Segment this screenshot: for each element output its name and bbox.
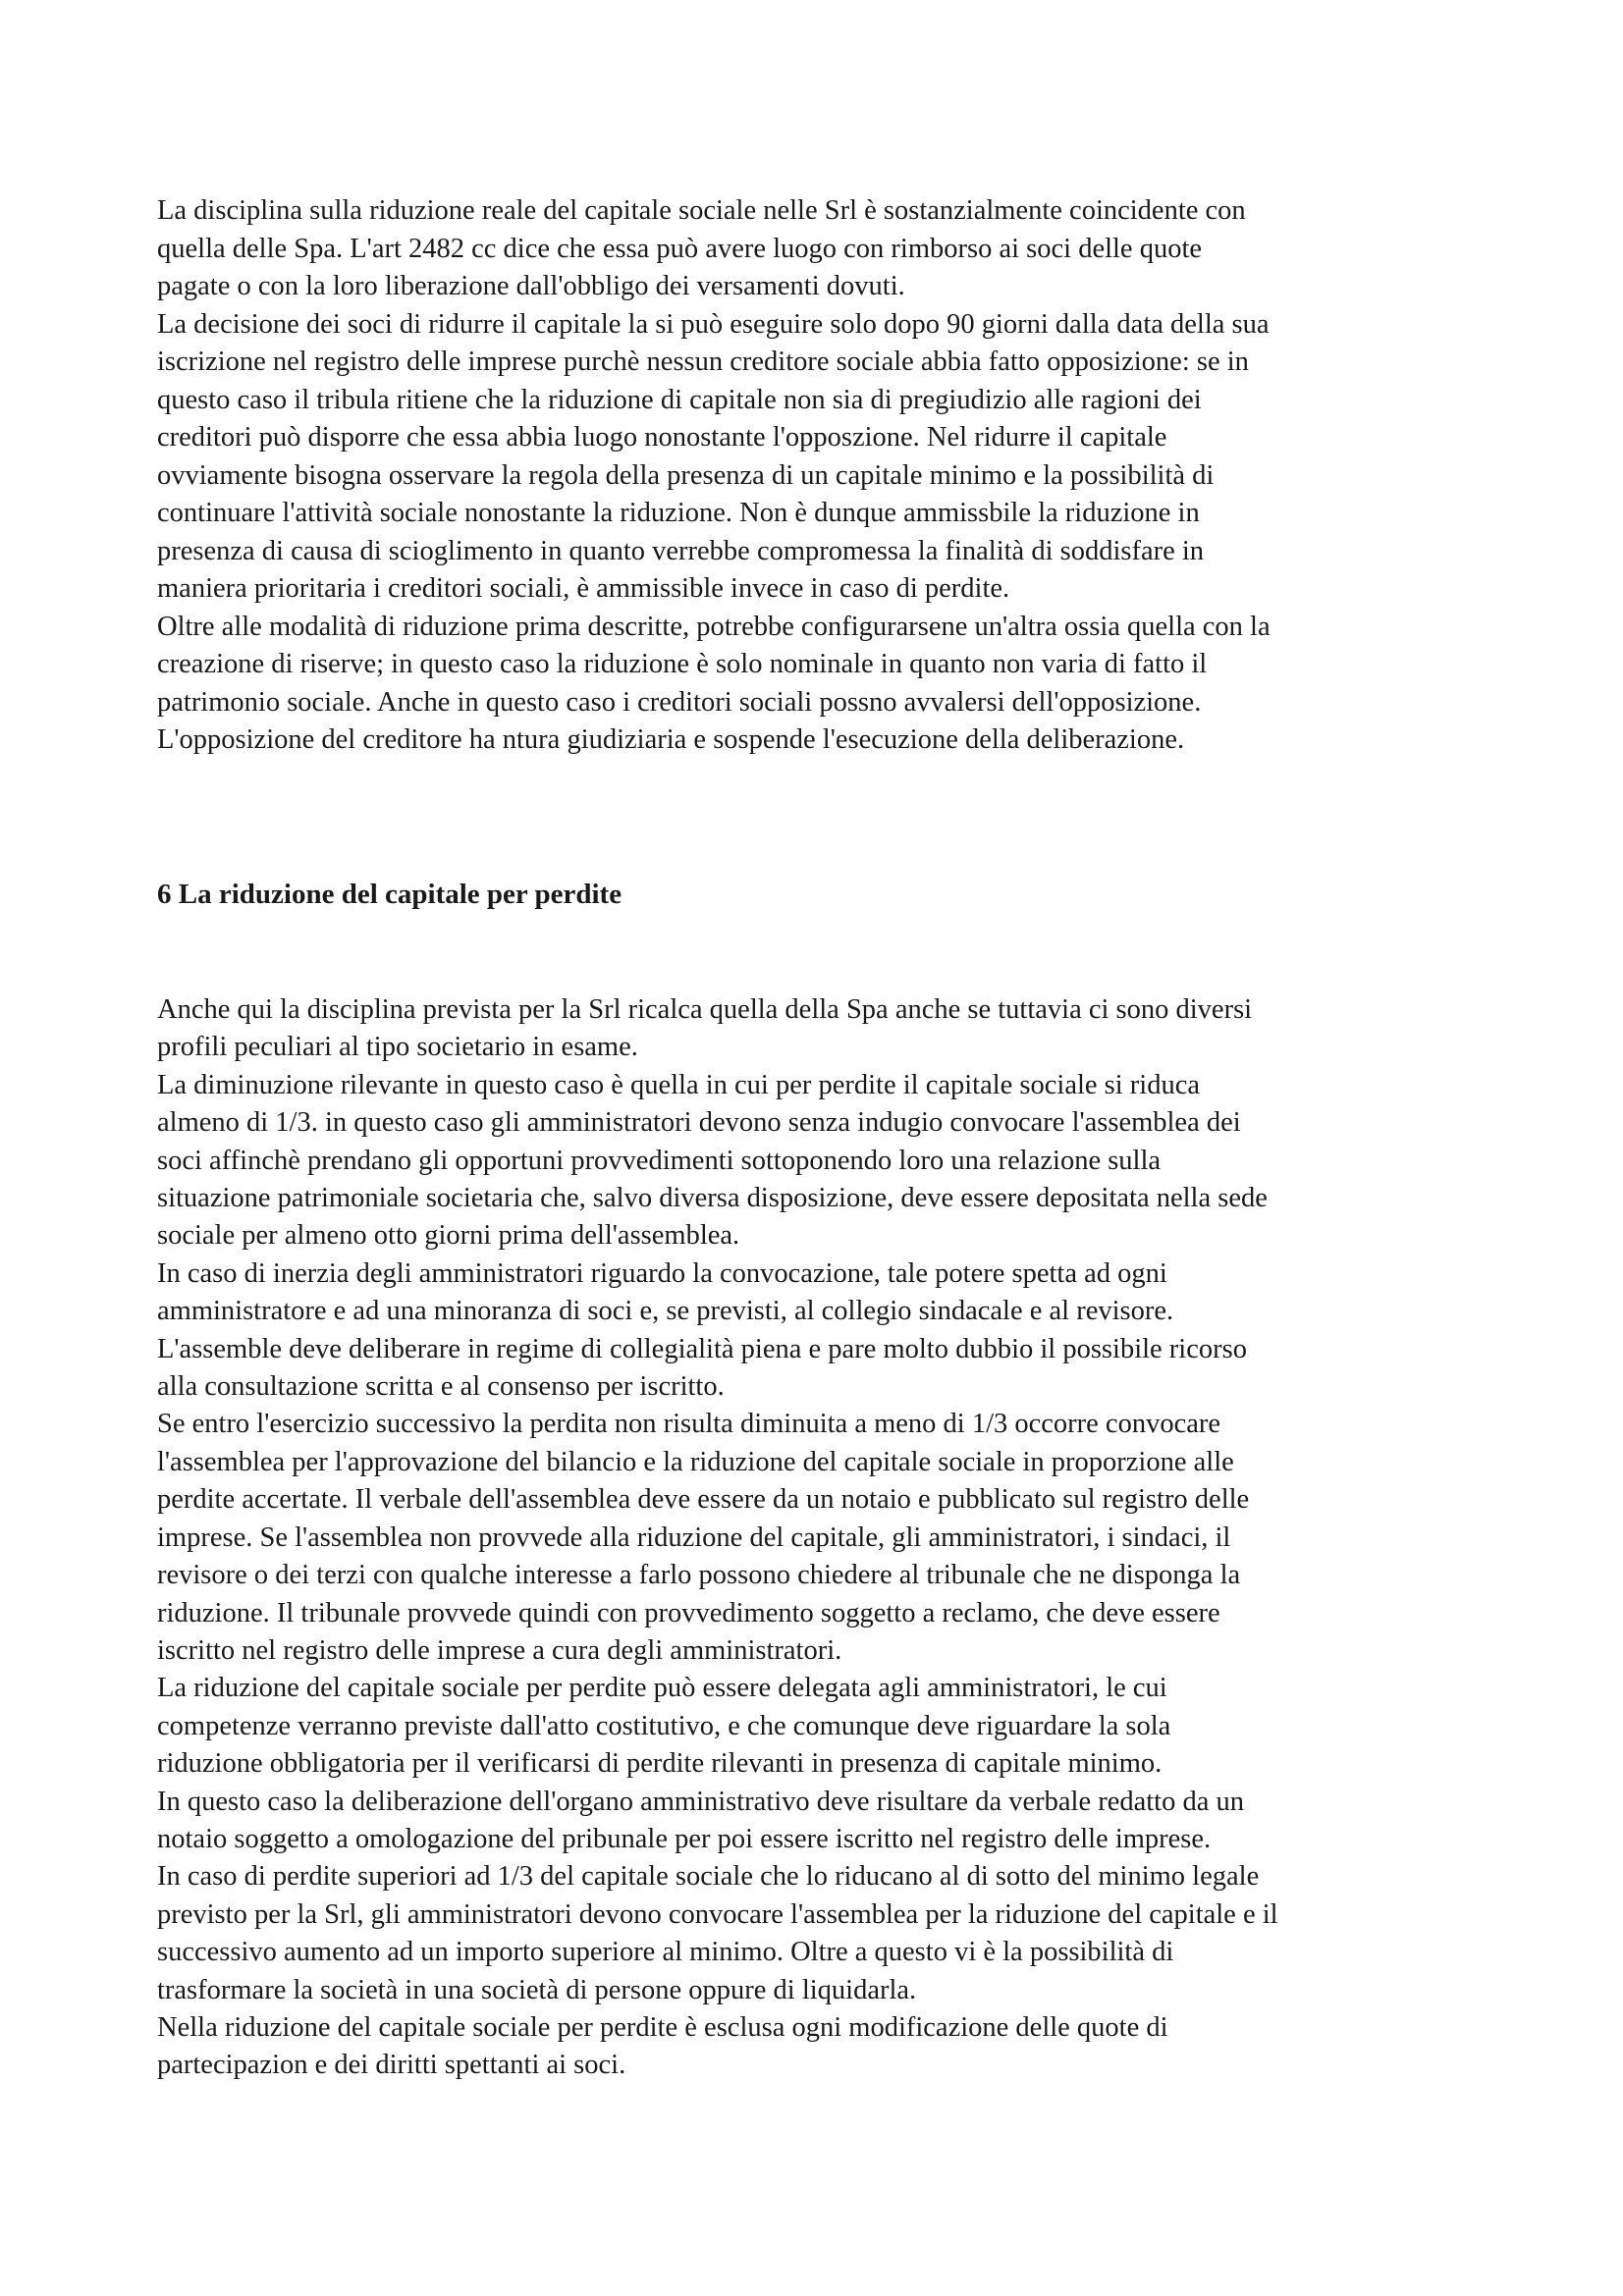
text-line: presenza di causa di scioglimento in quanto verrebbe compromessa la finalità di soddisfare in [157,535,1205,566]
section-1-text [157,192,1483,760]
text-line: l'assemblea per l'approvazione del bilancio e la riduzione del capitale sociale in proporzione alle [157,1446,1234,1477]
text-line: Se entro l'esercizio successivo la perdita non risulta diminuita a meno di 1/3 occorre convocare [157,1409,1221,1440]
text-line: almeno di 1/3. in questo caso gli amministratori devono senza indugio convocare l'assemblea dei [157,1107,1241,1139]
text-line: La riduzione del capitale sociale per perdite può essere delegata agli amministratori, le cui [157,1673,1167,1704]
text-line: La decisione dei soci di ridurre il capitale la si può eseguire solo dopo 90 giorni dalla data della sua [157,308,1270,340]
text-line: quella delle Spa. L'art 2482 cc dice che essa può avere luogo con rimborso ai soci delle quote [157,233,1203,264]
text-line: alla consultazione scritta e al consenso per iscritto. [157,1371,725,1403]
text-line: partecipazion e dei diritti spettanti ai soci. [157,2050,626,2081]
text-line: amministratore e ad una minoranza di soci e, se previsti, al collegio sindacale e al revisore. [157,1296,1174,1327]
text-line: perdite accertate. Il verbale dell'assemblea deve essere da un notaio e pubblicato sul registro delle [157,1484,1250,1516]
text-line: notaio soggetto a omologazione del pribunale per poi essere iscritto nel registro delle imprese. [157,1823,1212,1854]
text-line: patrimonio sociale. Anche in questo caso i creditori sociali possno avvalersi dell'opposizione. [157,686,1202,718]
text-line: In caso di inerzia degli amministratori riguardo la convocazione, tale potere spetta ad ogni [157,1257,1167,1289]
text-line: situazione patrimoniale societaria che, salvo diversa disposizione, deve essere depositata nella sede [157,1183,1268,1214]
text-line: ovviamente bisogna osservare la regola della presenza di un capitale minimo e la possibilità di [157,459,1215,491]
text-line: profili peculiari al tipo societario in esame. [157,1032,638,1063]
text-line: La disciplina sulla riduzione reale del capitale sociale nelle Srl è sostanzialmente coincidente con [157,195,1246,226]
text-line: Nella riduzione del capitale sociale per perdite è esclusa ogni modificazione delle quote di [157,2011,1168,2043]
text-line: imprese. Se l'assemblea non provvede alla riduzione del capitale, gli amministratori, i sindaci, il [157,1522,1231,1553]
text-line: Oltre alle modalità di riduzione prima descritte, potrebbe configurarsene un'altra ossia quella con la [157,611,1271,642]
text-line: In caso di perdite superiori ad 1/3 del capitale sociale che lo riducano al di sotto del minimo legale [157,1861,1260,1893]
text-line: questo caso il tribula ritiene che la riduzione di capitale non sia di pregiudizio alle ragioni dei [157,384,1202,415]
text-line: soci affinchè prendano gli opportuni provvedimenti sottoponendo loro una relazione sulla [157,1145,1162,1176]
text-line: In questo caso la deliberazione dell'organo amministrativo deve risultare da verbale redatto da un [157,1786,1244,1817]
section-2-text [157,991,1483,2085]
text-line: L'assemble deve deliberare in regime di collegialità piena e pare molto dubbio il possibile ricorso [157,1333,1247,1364]
text-line: competenze verranno previste dall'atto costitutivo, e che comunque deve riguardare la sola [157,1710,1171,1741]
text-line: iscrizione nel registro delle imprese purchè nessun creditore sociale abbia fatto opposizione: se in [157,347,1249,377]
text-line: riduzione obbligatoria per il verificarsi di perdite rilevanti in presenza di capitale minimo. [157,1748,1163,1780]
text-line: successivo aumento ad un importo superiore al minimo. Oltre a questo vi è la possibilità di [157,1937,1174,1968]
text-line: iscritto nel registro delle imprese a cura degli amministratori. [157,1634,842,1666]
text-line: creazione di riserve; in questo caso la riduzione è solo nominale in quanto non varia di fatto il [157,649,1208,679]
text-line: creditori può disporre che essa abbia luogo nonostante l'opposzione. Nel ridurre il capitale [157,422,1167,453]
text-line: L'opposizione del creditore ha ntura giudiziaria e sospende l'esecuzione della deliberazione. [157,724,1185,755]
text-line: trasformare la società in una società di persone oppure di liquidarla. [157,1974,917,2005]
text-line: maniera prioritaria i creditori sociali, è ammissible invece in caso di perdite. [157,573,1010,604]
section-heading: 6 La riduzione del capitale per perdite [157,879,622,910]
text-line: revisore o dei terzi con qualche interesse a farlo possono chiedere al tribunale che ne disponga la [157,1560,1241,1591]
text-line: riduzione. Il tribunale provvede quindi con provvedimento soggetto a reclamo, che deve essere [157,1597,1220,1629]
text-line: La diminuzione rilevante in questo caso è quella in cui per perdite il capitale sociale si riduca [157,1069,1201,1100]
text-line: previsto per la Srl, gli amministratori devono convocare l'assemblea per la riduzione del capitale e il [157,1898,1278,1930]
text-line: continuare l'attività sociale nonostante la riduzione. Non è dunque ammissbile la riduzione in [157,498,1200,528]
text-line: sociale per almeno otto giorni prima dell'assemblea. [157,1220,740,1252]
text-line: Anche qui la disciplina prevista per la Srl ricalca quella della Spa anche se tuttavia ci sono diversi [157,994,1253,1025]
text-line: pagate o con la loro liberazione dall'obbligo dei versamenti dovuti. [157,271,905,301]
